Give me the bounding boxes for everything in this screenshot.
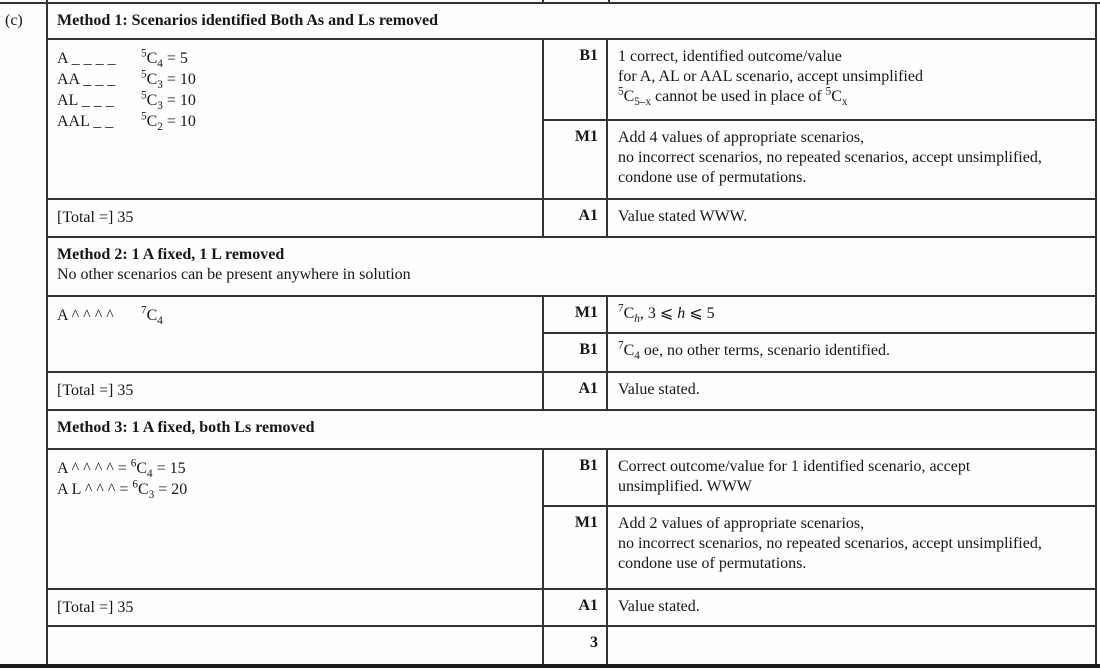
mark-code: A1 <box>542 373 608 409</box>
method-3-body-row <box>48 450 1095 590</box>
method-1-title: Method 1: Scenarios identified Both As and Ls removed <box>57 12 439 29</box>
answer-line <box>57 69 542 90</box>
answer-line: A ^ ^ ^ ^ = $^6C_4 = 15$ <box>57 457 186 481</box>
method-2-header-cell <box>48 238 1095 295</box>
formula-text: $^5C_3 = 10$ <box>141 68 196 92</box>
total-marks-value: 3 <box>542 627 608 664</box>
guidance-text: Correct outcome/value for 1 identified scenario, accept unsimplified. WWW <box>618 458 971 495</box>
formula-text: $^5C_2 = 10$ <box>141 110 196 134</box>
answer-line <box>57 111 542 132</box>
method-3-marks-column <box>542 450 1095 588</box>
table-bottom-border <box>0 664 1100 668</box>
mark-code: M1 <box>542 507 608 588</box>
scenario-text: AL _ _ _ <box>57 92 114 109</box>
total-marks-row <box>48 627 1095 664</box>
answer-line <box>57 305 542 326</box>
formula-text: $^5C_3 = 10$ <box>141 89 196 113</box>
method-2-m1-row <box>542 297 1095 334</box>
answer-line: A L ^ ^ ^ = $^6C_3 = 20$ <box>57 478 188 502</box>
method-2-answer-cell <box>48 297 542 371</box>
total-answer: [Total =] 35 <box>57 209 134 226</box>
mark-code: A1 <box>542 590 608 625</box>
guidance-text: Add 2 values of appropriate scenarios, no incorrect scenarios, no repeated scenarios, accept unsimplified, condone use of permutations. <box>618 515 1042 573</box>
guidance-text: Value stated. <box>618 598 700 615</box>
method-3-m1-row <box>542 507 1095 588</box>
method-2-b1-row <box>542 334 1095 371</box>
answer-line <box>57 90 542 111</box>
mark-code: B1 <box>542 450 608 505</box>
method-1-body-row <box>48 40 1095 200</box>
guidance-text: 1 correct, identified outcome/value for A, AL or AAL scenario, accept unsimplified $^5C_{5-x}$ cannot be used in place of $^5C_x$ <box>618 48 923 109</box>
method-1-m1-row <box>542 121 1095 198</box>
method-2-header-row <box>48 238 1095 297</box>
mark-code: M1 <box>542 297 608 332</box>
method-1-marks-column <box>542 40 1095 198</box>
method-1-total-row <box>48 200 1095 238</box>
method-1-answer-cell <box>48 40 542 198</box>
guidance-text: Add 4 values of appropriate scenarios, no incorrect scenarios, no repeated scenarios, accept unsimplified, condone use of permutations. <box>618 128 1042 186</box>
method-1-b1-row <box>542 40 1095 121</box>
guidance-text: $^7C_h$, 3 ⩽ h ⩽ 5 <box>618 302 715 326</box>
mark-code: A1 <box>542 200 608 236</box>
method-3-header-row <box>48 411 1095 450</box>
method-2-note: No other scenarios can be present anywhere in solution <box>57 266 411 283</box>
method-2-title: Method 2: 1 A fixed, 1 L removed <box>57 246 285 263</box>
mark-scheme-table <box>48 2 1097 664</box>
total-answer: [Total =] 35 <box>57 382 134 399</box>
mark-code: B1 <box>542 40 608 119</box>
method-3-title: Method 3: 1 A fixed, both Ls removed <box>57 419 315 436</box>
guidance-text: Value stated. <box>618 381 700 398</box>
method-3-b1-row <box>542 450 1095 507</box>
guidance-text: $^7C_4$ oe, no other terms, scenario identified. <box>618 339 890 363</box>
scenario-text: AA _ _ _ <box>57 71 116 88</box>
answer-line <box>57 48 542 69</box>
mark-code: B1 <box>542 334 608 371</box>
total-answer: [Total =] 35 <box>57 599 134 616</box>
part-label-cell <box>0 0 48 664</box>
scenario-text: AAL _ _ <box>57 113 114 130</box>
method-2-marks-column <box>542 297 1095 371</box>
formula-text: $^7C_4$ <box>141 304 163 328</box>
method-2-body-row <box>48 297 1095 373</box>
scenario-text: A _ _ _ _ <box>57 50 116 67</box>
method-3-answer-cell <box>48 450 542 588</box>
part-label: (c) <box>5 12 23 29</box>
mark-code: M1 <box>542 121 608 198</box>
empty-answer-cell <box>48 627 542 664</box>
formula-text: $^5C_4 = 5$ <box>141 47 188 71</box>
scenario-text: A ^ ^ ^ ^ <box>57 307 114 324</box>
method-2-total-row <box>48 373 1095 411</box>
method-3-total-row <box>48 590 1095 627</box>
guidance-text: Value stated WWW. <box>618 208 748 225</box>
method-1-header-row <box>48 4 1095 40</box>
empty-guidance-cell <box>608 627 1095 664</box>
